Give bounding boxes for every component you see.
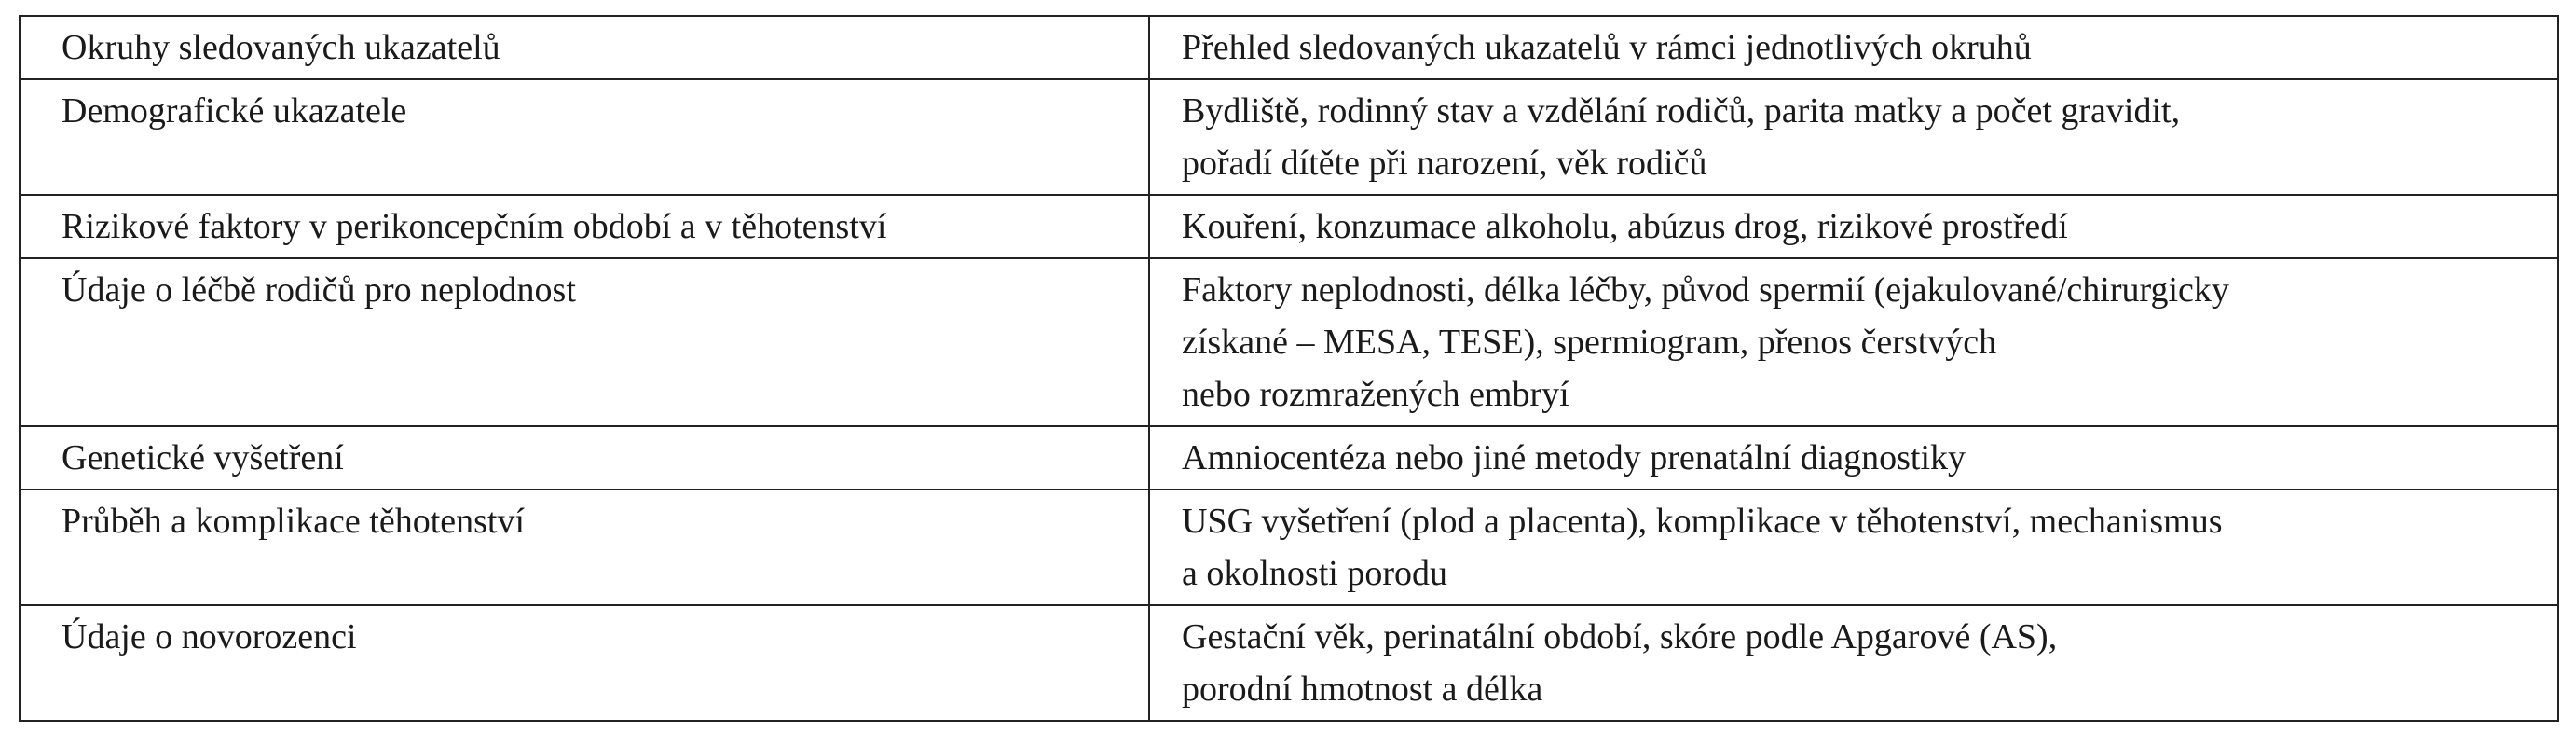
category-label: Rizikové faktory v perikoncepčním období a v těhotenství	[62, 207, 887, 246]
table-row	[20, 195, 2558, 258]
category-label: Údaje o léčbě rodičů pro neplodnost	[62, 270, 576, 310]
category-cell	[20, 79, 1149, 195]
details-line: nebo rozmražených embryí	[1182, 375, 1569, 414]
header-cell-overview	[1149, 16, 2558, 79]
category-cell	[20, 258, 1149, 426]
category-label: Průběh a komplikace těhotenství	[62, 502, 526, 541]
details-line: Gestační věk, perinatální období, skóre podle Apgarové (AS),	[1182, 617, 2058, 656]
category-label: Genetické vyšetření	[62, 438, 344, 477]
header-cell-categories	[20, 16, 1149, 79]
table-row	[20, 490, 2558, 605]
details-cell	[1149, 195, 2558, 258]
details-line: Faktory neplodnosti, délka léčby, původ spermií (ejakulované/chirurgicky	[1182, 270, 2229, 310]
details-cell	[1149, 490, 2558, 605]
category-cell	[20, 426, 1149, 490]
header-label-categories: Okruhy sledovaných ukazatelů	[62, 28, 500, 67]
details-cell	[1149, 605, 2558, 721]
details-line: USG vyšetření (plod a placenta), komplikace v těhotenství, mechanismus	[1182, 502, 2223, 541]
details-line: Amniocentéza nebo jiné metody prenatální diagnostiky	[1182, 438, 1966, 477]
details-line: získané – MESA, TESE), spermiogram, přenos čerstvých	[1182, 323, 1997, 362]
indicators-table-container	[19, 15, 2557, 722]
header-label-overview: Přehled sledovaných ukazatelů v rámci jednotlivých okruhů	[1182, 28, 2032, 67]
details-cell	[1149, 79, 2558, 195]
table-header-row	[20, 16, 2558, 79]
category-cell	[20, 490, 1149, 605]
table-row	[20, 258, 2558, 426]
details-cell	[1149, 258, 2558, 426]
category-cell	[20, 605, 1149, 721]
details-line: porodní hmotnost a délka	[1182, 670, 1543, 709]
table-row	[20, 426, 2558, 490]
indicators-table	[19, 15, 2559, 722]
details-line: Kouření, konzumace alkoholu, abúzus drog, rizikové prostředí	[1182, 207, 2068, 246]
category-label: Demografické ukazatele	[62, 91, 407, 131]
category-cell	[20, 195, 1149, 258]
table-row	[20, 79, 2558, 195]
table-row	[20, 605, 2558, 721]
details-cell	[1149, 426, 2558, 490]
details-line: pořadí dítěte při narození, věk rodičů	[1182, 144, 1707, 183]
details-line: Bydliště, rodinný stav a vzdělání rodičů, parita matky a počet gravidit,	[1182, 91, 2181, 131]
category-label: Údaje o novorozenci	[62, 617, 357, 656]
details-line: a okolnosti porodu	[1182, 554, 1447, 593]
